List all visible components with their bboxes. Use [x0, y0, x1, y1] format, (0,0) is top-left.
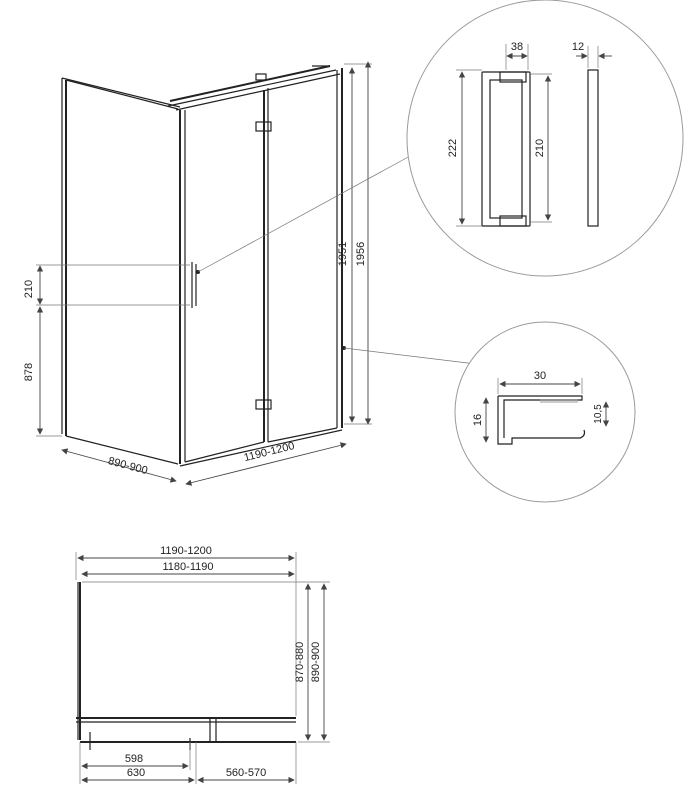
leader-profile	[344, 348, 476, 364]
dim-label-30: 30	[533, 370, 547, 382]
leader-handle	[198, 156, 410, 272]
dim-label-38: 38	[510, 41, 524, 53]
plan-dim-1190-1200: 1190-1200	[160, 545, 212, 557]
plan-dim-598: 598	[124, 753, 144, 765]
dim-label-1190-1200: 1190-1200	[242, 440, 296, 465]
dim-handle	[23, 265, 190, 436]
dim-label-210: 210	[23, 279, 35, 299]
dim-label-10-5: 10,5	[593, 404, 604, 424]
dim-label-1951: 1951	[337, 241, 349, 267]
dim-label-16: 16	[472, 413, 484, 427]
dim-label-878: 878	[23, 362, 35, 382]
dim-bottom-3d	[62, 440, 346, 484]
side-panel	[62, 78, 180, 464]
top-rail	[168, 66, 340, 110]
dim-label-210-detail: 210	[534, 138, 546, 158]
dim-label-890-900: 890-900	[106, 455, 149, 478]
plan-dim-1180-1190: 1180-1190	[162, 561, 214, 573]
plan-dim-630: 630	[126, 767, 146, 779]
dim-label-222: 222	[447, 138, 459, 158]
profile-detail	[455, 322, 635, 502]
door-handle	[192, 262, 200, 308]
front-panel	[180, 68, 342, 466]
handle-detail	[407, 0, 683, 276]
dim-label-12: 12	[571, 41, 585, 53]
dim-label-1956: 1956	[355, 241, 367, 267]
plan-dim-890-900: 890-900	[310, 641, 322, 683]
plan-view	[76, 545, 330, 784]
plan-dim-870-880: 870-880	[294, 641, 306, 683]
plan-dim-560-570: 560-570	[225, 767, 267, 779]
